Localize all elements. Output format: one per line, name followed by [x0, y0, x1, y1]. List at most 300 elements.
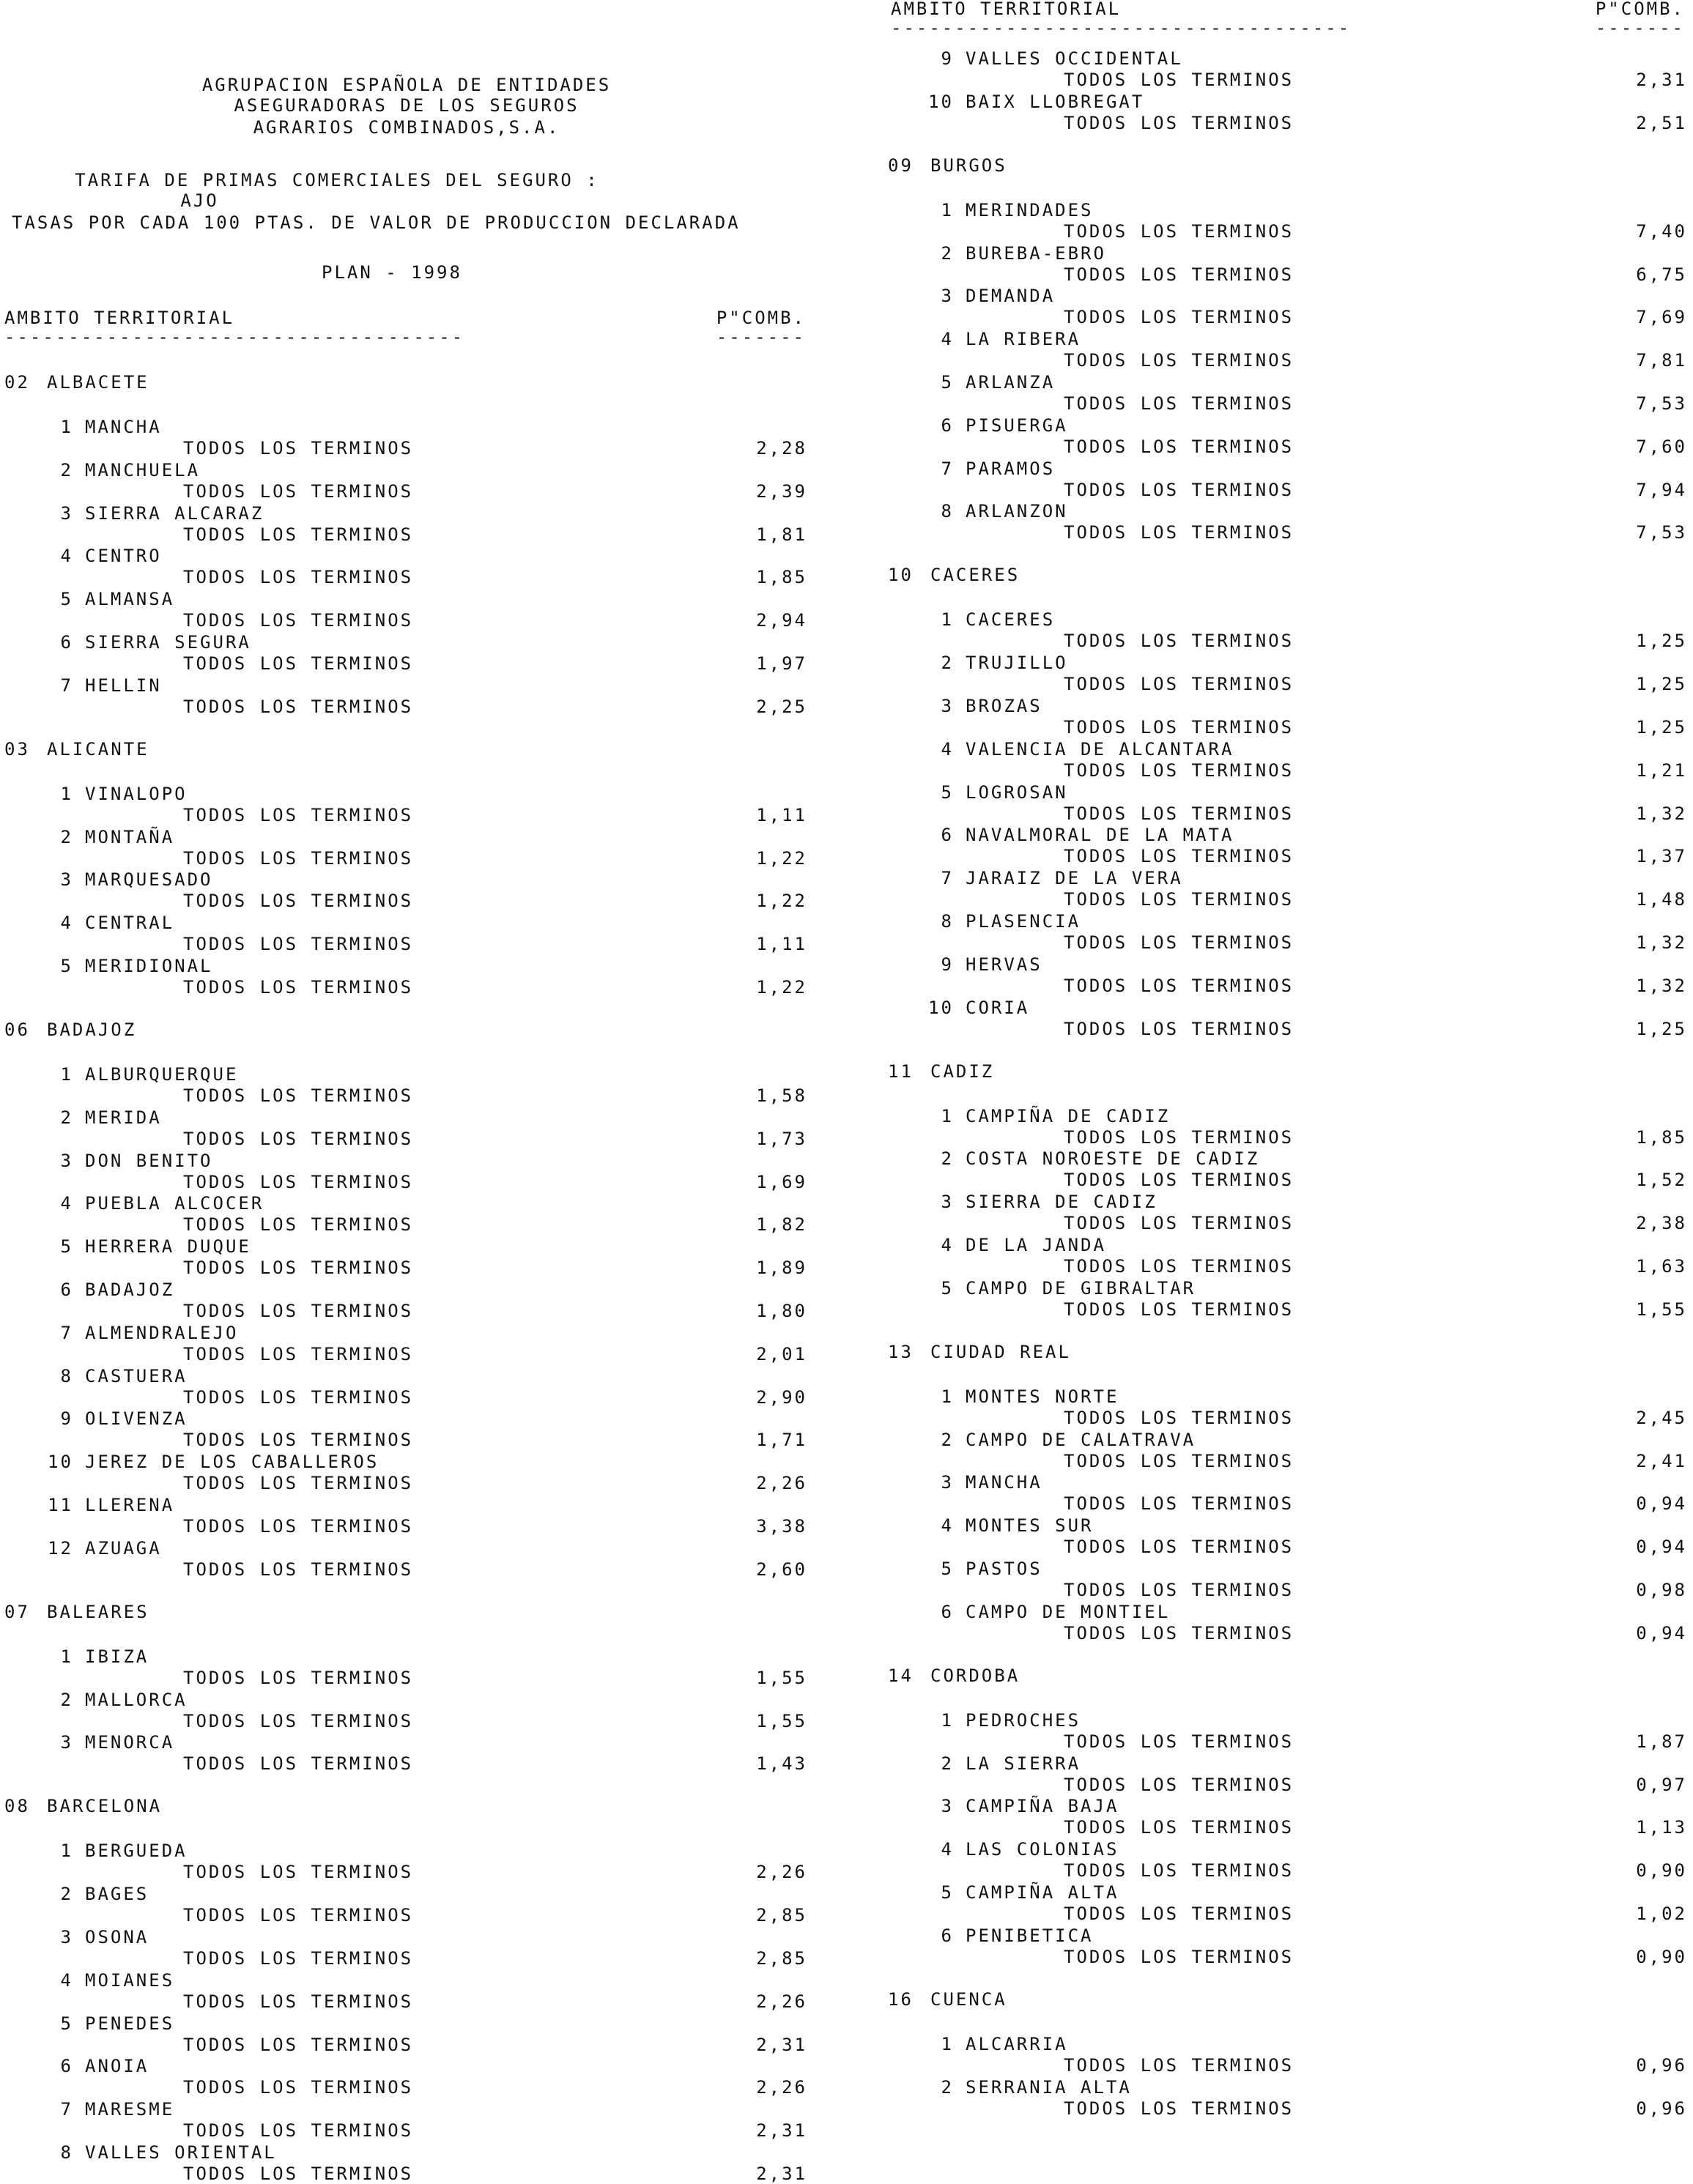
premium-rate: 1,21	[1636, 759, 1687, 781]
premium-rate: 2,26	[756, 2077, 807, 2098]
comarca-name: LLERENA	[85, 1495, 175, 1515]
premium-rate: 1,85	[756, 567, 807, 588]
comarca-name: MONTES SUR	[966, 1515, 1094, 1537]
premium-rate: 1,25	[1636, 631, 1687, 652]
comarca-name: IBIZA	[85, 1646, 149, 1667]
term-label: TODOS LOS TERMINOS	[1064, 1622, 1294, 1643]
comarca-number: 1	[60, 1646, 73, 1667]
premium-rate: 7,81	[1636, 350, 1687, 371]
term-label: TODOS LOS TERMINOS	[1064, 307, 1294, 328]
term-label: TODOS LOS TERMINOS	[183, 1991, 414, 2012]
comarca-name: CAMPIÑA BAJA	[966, 1796, 1119, 1817]
comarca-number: 2	[941, 242, 954, 264]
comarca-name: OLIVENZA	[85, 1408, 188, 1430]
term-label: TODOS LOS TERMINOS	[183, 977, 414, 998]
term-label: TODOS LOS TERMINOS	[183, 696, 414, 717]
term-label: TODOS LOS TERMINOS	[1064, 975, 1294, 996]
comarca-number: 5	[60, 589, 73, 610]
term-label: TODOS LOS TERMINOS	[1064, 846, 1294, 867]
comarca-name: CAMPIÑA DE CADIZ	[966, 1105, 1171, 1126]
term-label: TODOS LOS TERMINOS	[1064, 1213, 1294, 1234]
comarca-number: 3	[60, 1732, 73, 1753]
comarca-name: MANCHA	[85, 417, 162, 437]
premium-rate: 2,51	[1636, 112, 1687, 133]
comarca-number: 5	[60, 2013, 73, 2034]
premium-rate: 1,25	[1636, 717, 1687, 738]
comarca-name: MARESME	[85, 2099, 175, 2120]
tariff-title: TARIFA DE PRIMAS COMERCIALES DEL SEGURO :	[75, 170, 599, 190]
term-label: TODOS LOS TERMINOS	[1064, 112, 1294, 133]
comarca-name: BADAJOZ	[85, 1279, 175, 1300]
term-label: TODOS LOS TERMINOS	[1064, 932, 1294, 953]
comarca-number: 1	[60, 783, 73, 804]
comarca-number: 4	[941, 738, 954, 759]
premium-rate: 0,97	[1636, 1774, 1687, 1795]
term-label: TODOS LOS TERMINOS	[183, 480, 414, 502]
comarca-name: CAMPO DE CALATRAVA	[966, 1429, 1196, 1450]
term-label: TODOS LOS TERMINOS	[183, 1862, 414, 1883]
comarca-number: 7	[60, 1322, 73, 1343]
premium-rate: 1,22	[756, 977, 807, 998]
org-name-line-2: ASEGURADORAS DE LOS SEGUROS	[234, 95, 579, 116]
column-header-ambito: AMBITO TERRITORIAL	[4, 308, 235, 328]
comarca-number: 1	[60, 1841, 73, 1862]
comarca-name: CORIA	[966, 997, 1030, 1018]
term-label: TODOS LOS TERMINOS	[183, 1386, 414, 1408]
premium-rate: 2,90	[756, 1386, 807, 1408]
comarca-name: ALCARRIA	[966, 2033, 1068, 2054]
comarca-number: 1	[941, 609, 954, 631]
term-label: TODOS LOS TERMINOS	[1064, 479, 1294, 500]
comarca-name: PARAMOS	[966, 458, 1056, 479]
term-label: TODOS LOS TERMINOS	[183, 1430, 414, 1451]
term-label: TODOS LOS TERMINOS	[1064, 717, 1294, 738]
comarca-name: OSONA	[85, 1927, 149, 1947]
term-label: TODOS LOS TERMINOS	[183, 1905, 414, 1926]
comarca-name: PEDROCHES	[966, 1709, 1081, 1731]
column-rule-pcomb: -------	[716, 327, 806, 347]
comarca-number: 9	[941, 48, 954, 69]
premium-rate: 2,31	[756, 2120, 807, 2142]
term-label: TODOS LOS TERMINOS	[183, 2163, 414, 2184]
term-label: TODOS LOS TERMINOS	[1064, 1256, 1294, 1277]
premium-rate: 0,94	[1636, 1493, 1687, 1515]
comarca-number: 3	[941, 1192, 954, 1213]
comarca-number: 9	[941, 954, 954, 975]
term-label: TODOS LOS TERMINOS	[183, 804, 414, 825]
premium-rate: 2,01	[756, 1343, 807, 1364]
comarca-number: 3	[60, 1150, 73, 1171]
premium-rate: 1,32	[1636, 975, 1687, 996]
term-label: TODOS LOS TERMINOS	[183, 847, 414, 869]
premium-rate: 2,31	[1636, 70, 1687, 90]
comarca-number: 1	[941, 1105, 954, 1126]
comarca-name: BUREBA-EBRO	[966, 242, 1106, 264]
column-rule-ambito-right: ------------------------------------	[891, 18, 1352, 38]
comarca-number: 4	[941, 329, 954, 350]
province-heading: BURGOS	[930, 155, 1007, 176]
comarca-number: 3	[941, 1796, 954, 1817]
comarca-number: 8	[60, 1365, 73, 1386]
comarca-number: 6	[60, 2056, 73, 2077]
province-code: 08	[4, 1796, 30, 1817]
province-heading: BARCELONA	[47, 1796, 163, 1817]
premium-rate: 0,98	[1636, 1580, 1687, 1600]
comarca-number: 9	[60, 1408, 73, 1430]
comarca-name: VALLES ORIENTAL	[85, 2142, 277, 2163]
premium-rate: 7,40	[1636, 220, 1687, 242]
comarca-name: BAGES	[85, 1884, 149, 1905]
comarca-name: MERIDIONAL	[85, 956, 213, 976]
comarca-number: 10	[48, 1452, 73, 1473]
comarca-number: 11	[48, 1495, 73, 1515]
premium-rate: 2,38	[1636, 1213, 1687, 1234]
term-label: TODOS LOS TERMINOS	[1064, 631, 1294, 652]
term-label: TODOS LOS TERMINOS	[183, 567, 414, 588]
premium-rate: 1,25	[1636, 1018, 1687, 1039]
comarca-name: PENEDES	[85, 2013, 175, 2034]
comarca-number: 7	[60, 675, 73, 696]
term-label: TODOS LOS TERMINOS	[1064, 1018, 1294, 1039]
plan-label: PLAN - 1998	[322, 262, 462, 283]
term-label: TODOS LOS TERMINOS	[1064, 889, 1294, 910]
comarca-number: 8	[941, 911, 954, 932]
comarca-number: 2	[60, 1884, 73, 1905]
premium-rate: 1,85	[1636, 1126, 1687, 1148]
premium-rate: 1,25	[1636, 674, 1687, 695]
comarca-number: 6	[60, 632, 73, 653]
premium-rate: 1,55	[756, 1710, 807, 1731]
premium-rate: 7,69	[1636, 307, 1687, 328]
comarca-name: MANCHUELA	[85, 459, 201, 480]
comarca-number: 1	[941, 1709, 954, 1731]
comarca-name: CAMPO DE GIBRALTAR	[966, 1277, 1196, 1299]
comarca-name: LA SIERRA	[966, 1753, 1081, 1774]
premium-rate: 0,90	[1636, 1860, 1687, 1882]
comarca-name: ARLANZON	[966, 501, 1068, 522]
premium-rate: 1,22	[756, 891, 807, 912]
term-label: TODOS LOS TERMINOS	[1064, 220, 1294, 242]
term-label: TODOS LOS TERMINOS	[1064, 674, 1294, 695]
term-label: TODOS LOS TERMINOS	[1064, 1537, 1294, 1558]
comarca-number: 1	[941, 2033, 954, 2054]
comarca-number: 4	[941, 1839, 954, 1860]
premium-rate: 2,60	[756, 1559, 807, 1580]
premium-rate: 7,94	[1636, 479, 1687, 500]
comarca-name: MERIDA	[85, 1107, 162, 1128]
comarca-name: MONTES NORTE	[966, 1386, 1119, 1407]
premium-rate: 2,26	[756, 1991, 807, 2012]
comarca-name: ALBURQUERQUE	[85, 1064, 239, 1085]
comarca-number: 6	[941, 415, 954, 436]
premium-rate: 1,43	[756, 1753, 807, 1775]
term-label: TODOS LOS TERMINOS	[183, 2077, 414, 2098]
premium-rate: 1,82	[756, 1214, 807, 1236]
comarca-number: 3	[941, 696, 954, 716]
premium-rate: 1,52	[1636, 1170, 1687, 1191]
comarca-number: 4	[60, 1193, 73, 1214]
term-label: TODOS LOS TERMINOS	[1064, 70, 1294, 90]
comarca-name: MERINDADES	[966, 199, 1094, 220]
term-label: TODOS LOS TERMINOS	[183, 891, 414, 912]
comarca-number: 5	[941, 781, 954, 803]
term-label: TODOS LOS TERMINOS	[183, 1214, 414, 1236]
premium-rate: 2,28	[756, 438, 807, 458]
comarca-name: JEREZ DE LOS CABALLEROS	[85, 1452, 379, 1473]
province-heading: CADIZ	[930, 1061, 995, 1082]
comarca-name: PUEBLA ALCOCER	[85, 1193, 264, 1214]
comarca-name: ALMANSA	[85, 589, 175, 610]
term-label: TODOS LOS TERMINOS	[183, 2120, 414, 2142]
comarca-number: 7	[60, 2099, 73, 2120]
comarca-name: TRUJILLO	[966, 653, 1068, 674]
comarca-name: CAMPIÑA ALTA	[966, 1882, 1119, 1903]
comarca-number: 2	[60, 459, 73, 480]
comarca-number: 2	[941, 653, 954, 674]
comarca-number: 2	[941, 2076, 954, 2098]
comarca-number: 5	[941, 372, 954, 393]
comarca-name: MANCHA	[966, 1472, 1042, 1493]
premium-rate: 1,69	[756, 1171, 807, 1192]
premium-rate: 3,38	[756, 1516, 807, 1537]
comarca-name: HELLIN	[85, 675, 162, 696]
premium-rate: 2,85	[756, 1948, 807, 1969]
term-label: TODOS LOS TERMINOS	[183, 610, 414, 631]
province-code: 13	[888, 1341, 914, 1362]
premium-rate: 0,96	[1636, 2098, 1687, 2119]
comarca-number: 6	[60, 1279, 73, 1300]
premium-rate: 2,31	[756, 2163, 807, 2184]
comarca-number: 10	[928, 997, 954, 1018]
term-label: TODOS LOS TERMINOS	[183, 934, 414, 955]
comarca-number: 6	[941, 825, 954, 846]
comarca-number: 2	[941, 1429, 954, 1450]
premium-rate: 1,22	[756, 847, 807, 869]
term-label: TODOS LOS TERMINOS	[183, 438, 414, 458]
term-label: TODOS LOS TERMINOS	[183, 1948, 414, 1969]
tariff-subtitle: TASAS POR CADA 100 PTAS. DE VALOR DE PRODUCCION DECLARADA	[12, 212, 741, 233]
comarca-name: DE LA JANDA	[966, 1235, 1106, 1255]
province-heading: ALBACETE	[47, 372, 149, 393]
comarca-number: 3	[941, 1472, 954, 1493]
comarca-name: CENTRAL	[85, 913, 175, 934]
term-label: TODOS LOS TERMINOS	[1064, 759, 1294, 781]
comarca-name: CACERES	[966, 609, 1056, 631]
comarca-name: VINALOPO	[85, 783, 188, 804]
term-label: TODOS LOS TERMINOS	[183, 1473, 414, 1494]
term-label: TODOS LOS TERMINOS	[1064, 1903, 1294, 1924]
comarca-name: SIERRA ALCARAZ	[85, 502, 264, 524]
premium-rate: 1,13	[1636, 1817, 1687, 1838]
comarca-number: 1	[60, 417, 73, 437]
premium-rate: 1,32	[1636, 803, 1687, 824]
province-code: 09	[888, 155, 914, 176]
premium-rate: 1,55	[756, 1667, 807, 1688]
term-label: TODOS LOS TERMINOS	[183, 2034, 414, 2055]
crop-name: AJO	[180, 190, 219, 211]
premium-rate: 1,58	[756, 1085, 807, 1106]
comarca-name: PLASENCIA	[966, 911, 1081, 932]
comarca-name: BAIX LLOBREGAT	[966, 91, 1145, 112]
comarca-number: 5	[60, 956, 73, 976]
term-label: TODOS LOS TERMINOS	[1064, 350, 1294, 371]
comarca-number: 5	[941, 1559, 954, 1579]
comarca-number: 3	[60, 869, 73, 891]
comarca-name: DEMANDA	[966, 286, 1056, 307]
comarca-name: NAVALMORAL DE LA MATA	[966, 825, 1234, 846]
premium-rate: 2,25	[756, 696, 807, 717]
comarca-name: PENIBETICA	[966, 1925, 1094, 1946]
term-label: TODOS LOS TERMINOS	[1064, 1774, 1294, 1795]
premium-rate: 2,45	[1636, 1407, 1687, 1428]
comarca-name: VALLES OCCIDENTAL	[966, 48, 1183, 69]
province-heading: BALEARES	[47, 1601, 149, 1622]
premium-rate: 1,32	[1636, 932, 1687, 953]
premium-rate: 1,11	[756, 934, 807, 955]
term-label: TODOS LOS TERMINOS	[1064, 1407, 1294, 1428]
column-rule-pcomb-right: -------	[1595, 18, 1685, 38]
province-code: 03	[4, 738, 30, 759]
comarca-number: 1	[941, 1386, 954, 1407]
comarca-number: 8	[60, 2142, 73, 2163]
premium-rate: 1,80	[756, 1301, 807, 1321]
term-label: TODOS LOS TERMINOS	[183, 1128, 414, 1149]
term-label: TODOS LOS TERMINOS	[183, 1301, 414, 1321]
comarca-name: CASTUERA	[85, 1365, 188, 1386]
comarca-number: 2	[60, 1107, 73, 1128]
term-label: TODOS LOS TERMINOS	[183, 524, 414, 545]
premium-rate: 1,71	[756, 1430, 807, 1451]
comarca-name: SIERRA DE CADIZ	[966, 1192, 1157, 1213]
premium-rate: 0,96	[1636, 2054, 1687, 2076]
term-label: TODOS LOS TERMINOS	[1064, 436, 1294, 457]
term-label: TODOS LOS TERMINOS	[1064, 803, 1294, 824]
term-label: TODOS LOS TERMINOS	[1064, 1580, 1294, 1600]
term-label: TODOS LOS TERMINOS	[1064, 1299, 1294, 1320]
comarca-number: 2	[60, 826, 73, 847]
premium-rate: 1,73	[756, 1128, 807, 1149]
premium-rate: 2,85	[756, 1905, 807, 1926]
comarca-number: 3	[60, 502, 73, 524]
comarca-name: MARQUESADO	[85, 869, 213, 891]
term-label: TODOS LOS TERMINOS	[183, 1258, 414, 1279]
premium-rate: 1,87	[1636, 1731, 1687, 1752]
province-heading: BADAJOZ	[47, 1019, 137, 1040]
comarca-name: AZUAGA	[85, 1537, 162, 1559]
comarca-number: 4	[60, 1969, 73, 1991]
province-code: 11	[888, 1061, 914, 1082]
org-name-line-3: AGRARIOS COMBINADOS,S.A.	[253, 117, 560, 138]
province-code: 10	[888, 565, 914, 586]
comarca-name: CENTRO	[85, 546, 162, 567]
comarca-number: 5	[60, 1236, 73, 1258]
comarca-name: JARAIZ DE LA VERA	[966, 868, 1183, 889]
comarca-name: CAMPO DE MONTIEL	[966, 1601, 1171, 1622]
comarca-name: ANOIA	[85, 2056, 149, 2077]
premium-rate: 2,26	[756, 1862, 807, 1883]
comarca-name: MOIANES	[85, 1969, 175, 1991]
comarca-number: 2	[941, 1148, 954, 1170]
column-header-pcomb: P"COMB.	[716, 308, 806, 328]
premium-rate: 2,26	[756, 1473, 807, 1494]
comarca-number: 10	[928, 91, 954, 112]
term-label: TODOS LOS TERMINOS	[1064, 2098, 1294, 2119]
comarca-number: 3	[60, 1927, 73, 1947]
comarca-number: 4	[941, 1515, 954, 1537]
comarca-number: 1	[60, 1064, 73, 1085]
term-label: TODOS LOS TERMINOS	[1064, 1817, 1294, 1838]
comarca-number: 12	[48, 1537, 73, 1559]
term-label: TODOS LOS TERMINOS	[1064, 522, 1294, 543]
term-label: TODOS LOS TERMINOS	[1064, 1860, 1294, 1882]
comarca-name: DON BENITO	[85, 1150, 213, 1171]
comarca-name: BROZAS	[966, 696, 1042, 716]
premium-rate: 1,11	[756, 804, 807, 825]
premium-rate: 7,60	[1636, 436, 1687, 457]
premium-rate: 1,63	[1636, 1256, 1687, 1277]
premium-rate: 1,37	[1636, 846, 1687, 867]
premium-rate: 1,97	[756, 653, 807, 674]
term-label: TODOS LOS TERMINOS	[1064, 1450, 1294, 1471]
term-label: TODOS LOS TERMINOS	[183, 1516, 414, 1537]
province-code: 16	[888, 1988, 914, 2010]
term-label: TODOS LOS TERMINOS	[1064, 1731, 1294, 1752]
comarca-number: 6	[941, 1601, 954, 1622]
province-code: 02	[4, 372, 30, 393]
comarca-name: HERRERA DUQUE	[85, 1236, 251, 1258]
term-label: TODOS LOS TERMINOS	[183, 1559, 414, 1580]
province-heading: CUENCA	[930, 1988, 1007, 2010]
province-code: 14	[888, 1665, 914, 1686]
comarca-name: PISUERGA	[966, 415, 1068, 436]
premium-rate: 1,02	[1636, 1903, 1687, 1924]
comarca-name: MONTAÑA	[85, 826, 175, 847]
term-label: TODOS LOS TERMINOS	[1064, 2054, 1294, 2076]
comarca-name: LAS COLONIAS	[966, 1839, 1119, 1860]
province-heading: CACERES	[930, 565, 1020, 586]
premium-rate: 6,75	[1636, 264, 1687, 285]
premium-rate: 1,89	[756, 1258, 807, 1279]
term-label: TODOS LOS TERMINOS	[183, 653, 414, 674]
province-heading: CORDOBA	[930, 1665, 1020, 1686]
comarca-number: 7	[941, 868, 954, 889]
province-code: 06	[4, 1019, 30, 1040]
premium-rate: 0,94	[1636, 1537, 1687, 1558]
premium-rate: 1,81	[756, 524, 807, 545]
premium-rate: 0,94	[1636, 1622, 1687, 1643]
premium-rate: 1,55	[1636, 1299, 1687, 1320]
comarca-number: 3	[941, 286, 954, 307]
province-code: 07	[4, 1601, 30, 1622]
comarca-number: 4	[60, 913, 73, 934]
term-label: TODOS LOS TERMINOS	[1064, 264, 1294, 285]
comarca-name: SIERRA SEGURA	[85, 632, 251, 653]
comarca-name: VALENCIA DE ALCANTARA	[966, 738, 1234, 759]
comarca-number: 5	[941, 1277, 954, 1299]
comarca-name: PASTOS	[966, 1559, 1042, 1579]
premium-rate: 7,53	[1636, 522, 1687, 543]
comarca-name: LA RIBERA	[966, 329, 1081, 350]
comarca-name: COSTA NOROESTE DE CADIZ	[966, 1148, 1260, 1170]
province-heading: ALICANTE	[47, 738, 149, 759]
comarca-name: BERGUEDA	[85, 1841, 188, 1862]
comarca-number: 4	[941, 1235, 954, 1255]
province-heading: CIUDAD REAL	[930, 1341, 1071, 1362]
comarca-name: ARLANZA	[966, 372, 1056, 393]
term-label: TODOS LOS TERMINOS	[1064, 1170, 1294, 1191]
premium-rate: 2,94	[756, 610, 807, 631]
comarca-name: MENORCA	[85, 1732, 175, 1753]
